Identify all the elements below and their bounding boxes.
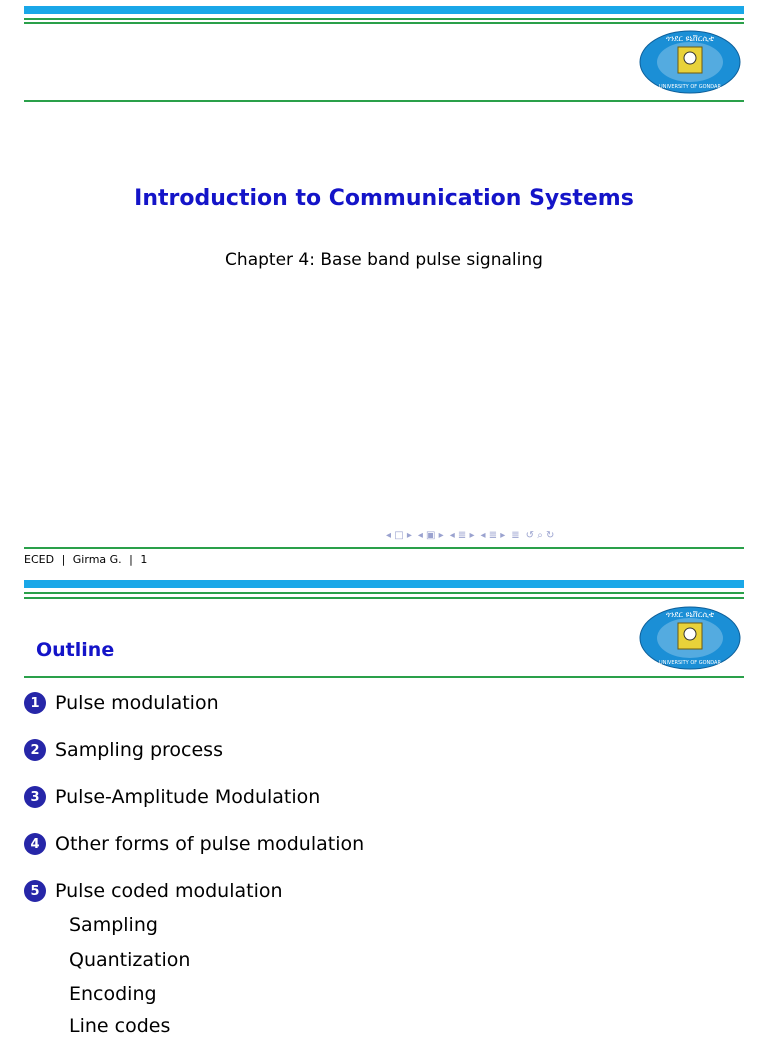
item-number-badge: 1 [24, 692, 46, 714]
outline-item-4[interactable] [24, 833, 364, 855]
footer-author: Girma G. [72, 553, 122, 566]
footer-separator: | [61, 553, 66, 566]
item-number-badge: 3 [24, 786, 46, 808]
title-rule [24, 100, 744, 102]
footer-rule [24, 547, 744, 549]
beamer-nav-bar [386, 527, 554, 543]
footer-department: ECED [24, 553, 55, 566]
footer-separator-2: | [129, 553, 133, 566]
outline-subitem-line-codes[interactable]: Line codes [69, 1015, 171, 1037]
outline-item-3[interactable] [24, 786, 320, 808]
item-number-badge: 4 [24, 833, 46, 855]
item-number-badge: 2 [24, 739, 46, 761]
nav-search-icon[interactable]: ↺ ⌕ ↻ [525, 529, 555, 541]
outline-item-label: Pulse-Amplitude Modulation [55, 786, 321, 808]
item-number-badge: 5 [24, 880, 46, 902]
header-rule-slide2-b [24, 597, 744, 599]
outline-item-label: Other forms of pulse modulation [55, 833, 365, 855]
outline-title-rule [24, 676, 744, 678]
header-rule-2 [24, 22, 744, 24]
logo-bottom-text-2: UNIVERSITY OF GONDAR [659, 660, 721, 666]
logo-bottom-text: UNIVERSITY OF GONDAR [659, 84, 721, 90]
header-bar [24, 6, 744, 14]
nav-section-icon[interactable]: ◂ ≣ ▸ [449, 529, 475, 541]
outline-item-1[interactable] [24, 692, 219, 714]
outline-item-label: Sampling process [55, 739, 223, 761]
outline-item-5[interactable] [24, 880, 283, 902]
outline-item-label: Pulse modulation [55, 692, 219, 714]
outline-subitem-encoding[interactable]: Encoding [69, 983, 157, 1005]
header-rule-slide2 [24, 592, 744, 594]
presentation-title: Introduction to Communication Systems [134, 186, 634, 211]
outline-title: Outline [36, 639, 115, 661]
logo-top-text: ጎንደር ዩኒቨርሲቲ [665, 34, 715, 43]
nav-frame-icon[interactable]: ◂ ▣ ▸ [417, 529, 444, 541]
outline-item-2[interactable] [24, 739, 223, 761]
logo-top-text-2: ጎንደር ዩኒቨርሲቲ [665, 610, 715, 619]
outline-item-label: Pulse coded modulation [55, 880, 283, 902]
nav-toc-icon[interactable]: ≣ [511, 529, 520, 541]
university-logo [638, 30, 742, 94]
outline-subitem-sampling[interactable]: Sampling [69, 914, 158, 936]
outline-subitem-quantization[interactable]: Quantization [69, 949, 191, 971]
university-logo-slide2 [638, 606, 742, 670]
header-bar-slide2 [24, 580, 744, 588]
presentation-subtitle: Chapter 4: Base band pulse signaling [225, 250, 543, 270]
slide-footer [24, 553, 151, 566]
nav-subsection-icon[interactable]: ◂ ≣ ▸ [480, 529, 506, 541]
nav-prev-icon[interactable]: ◂ □ ▸ [386, 529, 412, 541]
footer-page: 1 [140, 553, 148, 566]
header-rule [24, 18, 744, 20]
